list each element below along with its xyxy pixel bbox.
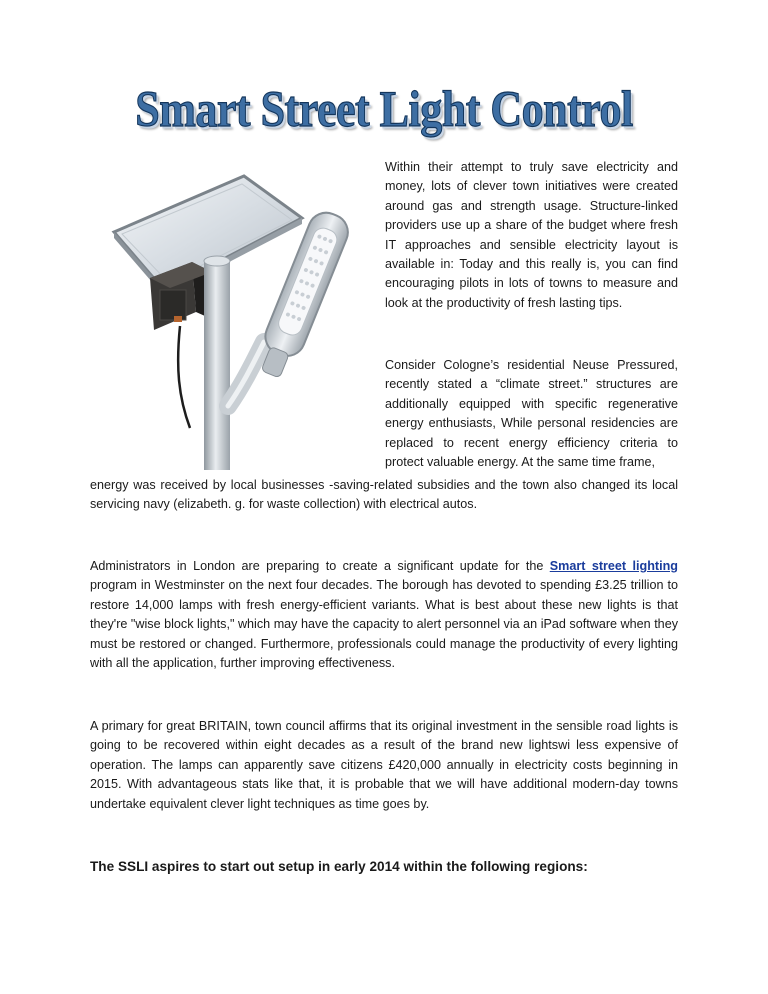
paragraph-2: Consider Cologne’s residential Neuse Pressured, recently stated a “climate street.” structures are additionally equipped with specific regenerative energy enthusiasts, While personal residencies are replaced to recent energy efficiency criteria to protect valuable energy. At the same time frame,: [385, 358, 678, 470]
paragraph-1: Within their attempt to truly save electricity and money, lots of clever town initiatives were created around gas and strength usage. Structure-linked providers use up a share of the budget where fresh IT approaches and sensible electricity layout is available in: Today and this really is, you can find encouraging pilots in lots of towns to measure and look at the productivity of fresh lasting tips.: [385, 160, 678, 310]
page-title: Smart Street Light Control: [135, 81, 633, 138]
regions-heading: The SSLI aspires to start out setup in early 2014 within the following regions:: [90, 859, 588, 874]
street-light-photo: [92, 166, 378, 470]
paragraph-3-body: program in Westminster on the next four decades. The borough has devoted to spending £3.25 trillion to restore 14,000 lamps with fresh energy-efficient variants. What is best about these new lights is that they're "wise block lights," which may have the capacity to alert personnel via an iPad software when they must be restored or changed. Furthermore, professionals could manage the productivity of every lighting with all the application, further improving effectiveness.: [90, 578, 678, 671]
paragraph-3: [90, 557, 678, 673]
smart-street-lighting-link[interactable]: Smart street lighting: [549, 559, 678, 573]
paragraph-2-continued: energy was received by local businesses -saving-related subsidies and the town also changed its local servicing navy (elizabeth. g. for waste collection) with electrical autos.: [90, 478, 678, 512]
paragraph-3-lead: Administrators in London are preparing to create a significant update for the: [90, 559, 550, 573]
paragraph-4: A primary for great BRITAIN, town council affirms that its original investment in the sensible road lights is going to be recovered within eight decades as a result of the brand new lightswi less expensive of operation. The lamps can apparently save citizens £420,000 annually in electricity costs beginning in 2015. With advantageous stats like that, it is probable that we will have additional modern-day towns undertake equivalent clever light techniques as time goes by.: [90, 719, 678, 811]
